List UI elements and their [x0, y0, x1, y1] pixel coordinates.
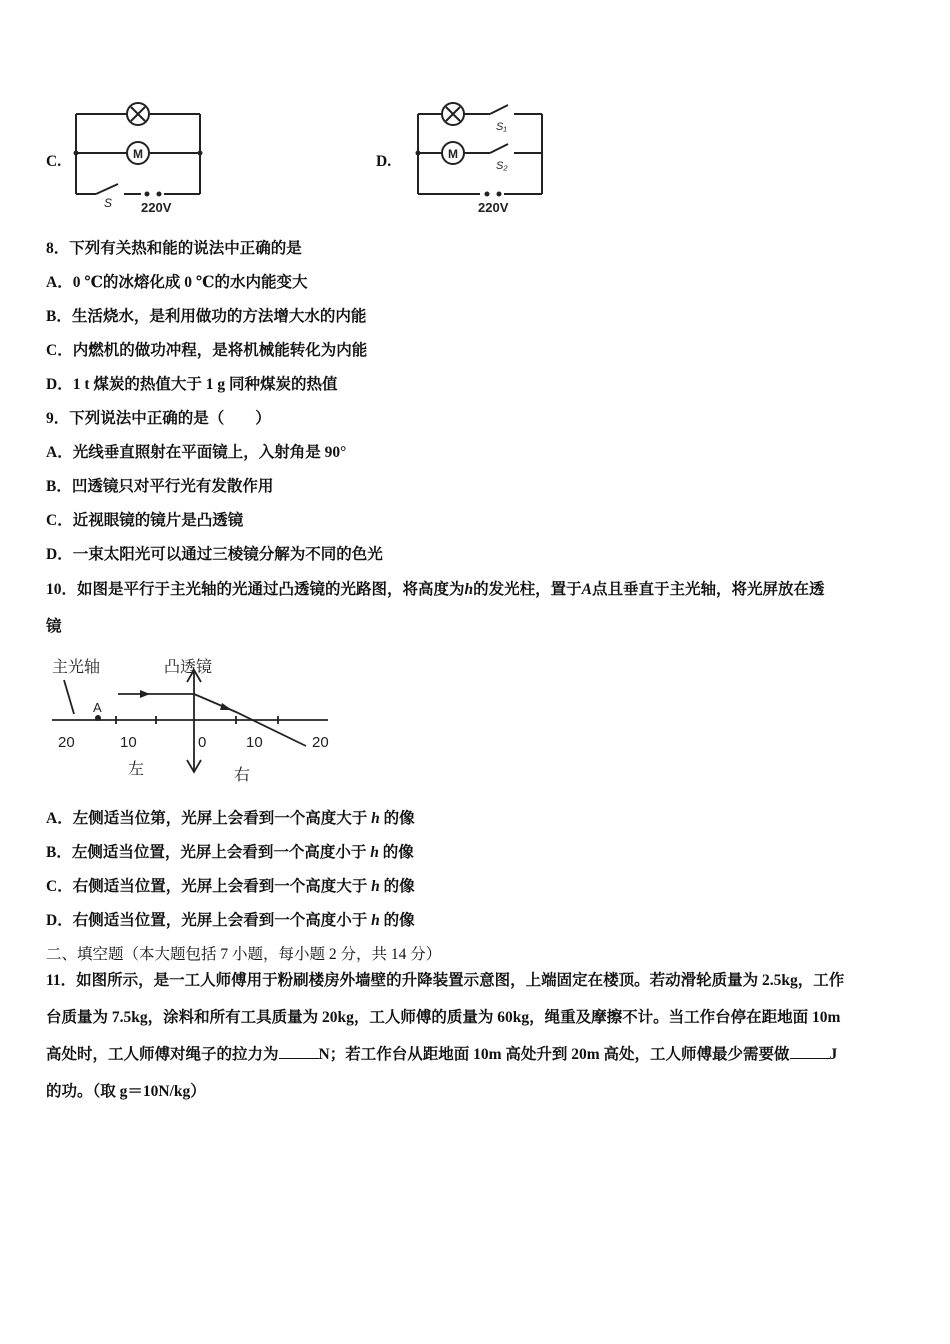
answer-blank-force[interactable]	[279, 1044, 319, 1059]
circuit-diagram-c	[66, 96, 216, 214]
q11-line4: 的功。（取 g＝10N/kg）	[46, 1083, 206, 1100]
q8-option-c: C．内燃机的做功冲程，是将机械能转化为内能	[46, 342, 368, 359]
lens-ray-diagram	[46, 650, 346, 790]
q9-option-c: C．近视眼镜的镜片是凸透镜	[46, 512, 244, 529]
q10-option-c: C．右侧适当位置，光屏上会看到一个高度大于 h 的像	[46, 878, 415, 895]
q9-option-a: A．光线垂直照射在平面镜上，入射角是 90°	[46, 444, 347, 461]
voltage-c-label: 220V	[141, 200, 172, 214]
switch-c-label: S	[104, 196, 113, 210]
motor-c-label: M	[133, 147, 143, 161]
q8-option-b: B．生活烧水，是利用做功的方法增大水的内能	[46, 308, 367, 325]
left-side-label: 左	[128, 761, 145, 778]
option-c-label: C.	[46, 153, 62, 170]
option-d-label: D.	[376, 153, 392, 170]
lens-label: 凸透镜	[164, 659, 213, 676]
switch-s1-label: S₁	[496, 121, 507, 133]
tick-label: 0	[198, 734, 207, 751]
q10-stem-line2: 镜	[46, 618, 62, 635]
main-axis-label: 主光轴	[52, 659, 101, 676]
point-a-label: A	[93, 700, 102, 715]
q11-line1: 11．如图所示，是一工人师傅用于粉刷楼房外墙壁的升降装置示意图，上端固定在楼顶。若动滑轮质量为 2.5kg，工作	[46, 972, 845, 989]
q9-stem: 9．下列说法中正确的是（ ）	[46, 410, 271, 427]
q8-stem: 8．下列有关热和能的说法中正确的是	[46, 240, 302, 257]
q8-option-d: D．1 t 煤炭的热值大于 1 g 同种煤炭的热值	[46, 376, 338, 393]
q10-option-b: B．左侧适当位置，光屏上会看到一个高度小于 h 的像	[46, 844, 414, 861]
motor-d-label: M	[448, 147, 458, 161]
q11-line2: 台质量为 7.5kg，涂料和所有工具质量为 20kg，工人师傅的质量为 60kg，绳重及摩擦不计。当工作台停在距地面 10m	[46, 1009, 841, 1026]
tick-label: 20	[312, 734, 329, 751]
voltage-d-label: 220V	[478, 200, 509, 214]
q9-option-d: D．一束太阳光可以通过三棱镜分解为不同的色光	[46, 546, 383, 563]
right-side-label: 右	[234, 767, 251, 784]
tick-label: 20	[58, 734, 75, 751]
answer-blank-work[interactable]	[790, 1044, 830, 1059]
q11-line3: 高处时，工人师傅对绳子的拉力为 N；若工作台从距地面 10m 高处升到 20m 高处，工人师傅最少需要做 J	[46, 1046, 838, 1063]
q8-option-a: A．0 ℃的冰熔化成 0 ℃的水内能变大	[46, 274, 308, 291]
tick-label: 10	[246, 734, 263, 751]
circuit-diagram-d	[408, 96, 558, 214]
q10-option-d: D．右侧适当位置，光屏上会看到一个高度小于 h 的像	[46, 912, 415, 929]
q10-stem-line1: 10．如图是平行于主光轴的光通过凸透镜的光路图，将高度为h的发光柱，置于A点且垂直于主光轴，将光屏放在透	[46, 581, 825, 598]
tick-label: 10	[120, 734, 137, 751]
q10-option-a: A．左侧适当位第，光屏上会看到一个高度大于 h 的像	[46, 810, 415, 827]
q9-option-b: B．凹透镜只对平行光有发散作用	[46, 478, 274, 495]
switch-s2-label: S₂	[496, 160, 508, 172]
section-2-title: 二、填空题（本大题包括 7 小题，每小题 2 分，共 14 分）	[46, 946, 442, 963]
